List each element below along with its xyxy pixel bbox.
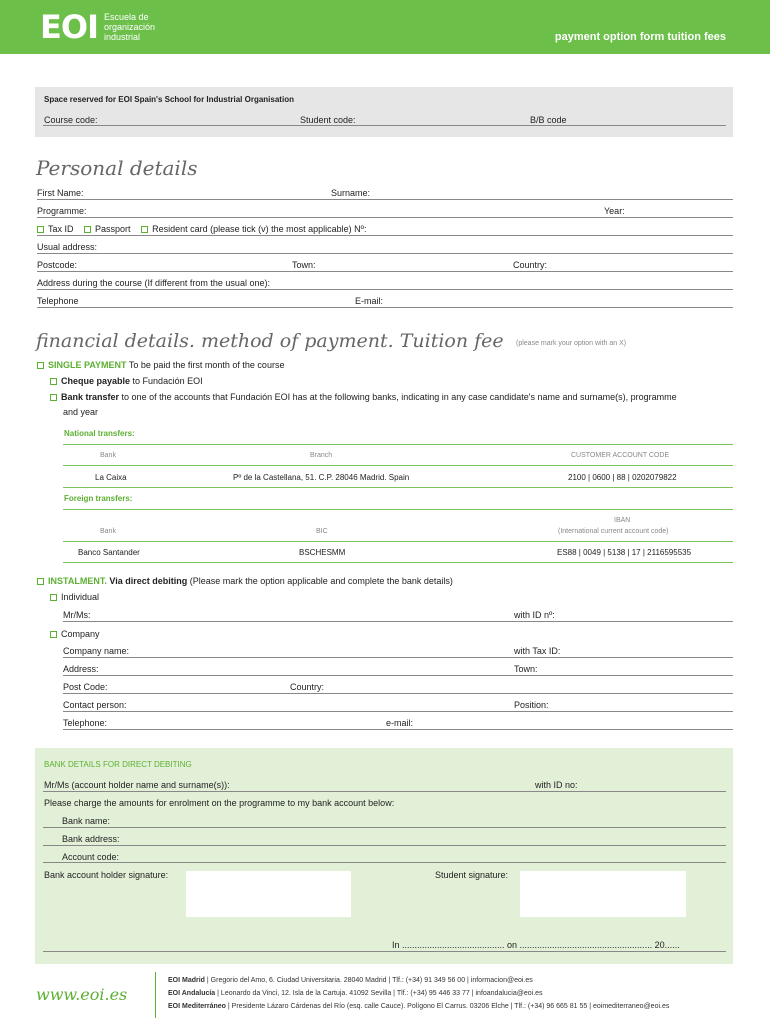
footer-divider <box>155 972 156 1018</box>
table-cell: Pº de la Castellana, 51. C.P. 28046 Madrid. Spain <box>233 473 410 482</box>
row-line <box>43 852 726 863</box>
address-field[interactable]: Usual address: <box>37 242 98 252</box>
checkbox-icon[interactable] <box>37 226 44 233</box>
account-code-field[interactable]: Account code: <box>62 852 120 862</box>
postcode-field[interactable]: Postcode: <box>37 260 78 270</box>
footer-line-mediterraneo <box>168 1003 669 1010</box>
company-country-field[interactable]: Country: <box>290 682 325 692</box>
footer-address: | Gregorio del Amo, 6. Ciudad Universitaria. 28040 Madrid | Tlf.: (+34) 91 349 56 00 | informacion@eoi.es <box>206 977 533 984</box>
row-line <box>63 664 733 676</box>
student-code-field[interactable]: Student code: <box>300 115 356 125</box>
reserved-line <box>43 115 726 126</box>
row-line <box>37 296 733 308</box>
programme-field[interactable]: Programme: <box>37 206 87 216</box>
id-type-row <box>37 224 366 234</box>
bank-address-field[interactable]: Bank address: <box>62 834 120 844</box>
footer-office: EOI Andalucía <box>168 990 216 997</box>
table-header: BIC <box>316 528 328 535</box>
footer-address: | Presidente Lázaro Cárdenas del Río (esq. calle Cauce). Polígono El Carrus. 03206 Elche | Tlf.: (+34) 96 665 81 55 | eoimediterraneo@eoi.es <box>227 1003 670 1010</box>
position-field[interactable]: Position: <box>514 700 549 710</box>
individual-label: Individual <box>61 592 100 602</box>
checkbox-icon[interactable] <box>50 378 57 385</box>
eoi-logo: EOI <box>40 8 98 46</box>
bb-code-field[interactable]: B/B code <box>530 115 567 125</box>
bank-name-field[interactable]: Bank name: <box>62 816 111 826</box>
checkbox-icon[interactable] <box>37 362 44 369</box>
course-code-field[interactable]: Course code: <box>44 115 98 125</box>
holder-id-field[interactable]: with ID no: <box>535 780 578 790</box>
tax-id-field[interactable]: with Tax ID: <box>514 646 561 656</box>
row-line <box>37 188 733 200</box>
single-payment-desc: To be paid the first month of the course <box>128 360 285 370</box>
logo-line: Escuela de <box>104 12 149 22</box>
table-cell: BSCHESMM <box>299 548 346 557</box>
table-rule <box>63 562 733 563</box>
table-rule <box>63 509 733 510</box>
company-row <box>50 629 100 639</box>
checkbox-icon[interactable] <box>50 394 57 401</box>
tax-id-label: Tax ID <box>48 224 74 234</box>
single-payment-label: SINGLE PAYMENT <box>48 360 127 370</box>
checkbox-icon[interactable] <box>50 631 57 638</box>
individual-row <box>50 592 99 602</box>
table-rule <box>63 487 733 488</box>
table-header: IBAN <box>614 517 631 524</box>
table-cell: La Caixa <box>95 473 127 482</box>
financial-note: (please mark your option with an X) <box>516 340 627 347</box>
logo-line: industrial <box>104 32 141 42</box>
instalment-bold: Via direct debiting <box>109 576 188 586</box>
year-field[interactable]: Year: <box>604 206 625 216</box>
first-name-field[interactable]: First Name: <box>37 188 84 198</box>
row-line <box>37 206 733 218</box>
table-rule <box>63 541 733 542</box>
cheque-desc: to Fundación EOI <box>132 376 203 386</box>
contact-field[interactable]: Contact person: <box>63 700 127 710</box>
transfer-desc-2: and year <box>63 407 99 417</box>
footer-address: | Leonardo da Vinci, 12. Isla de la Cartuja. 41092 Sevilla | Tlf.: (+34) 95 446 33 77 | infoandalucia@eoi.es <box>217 990 543 997</box>
checkbox-icon[interactable] <box>37 578 44 585</box>
foreign-heading: Foreign transfers: <box>64 494 133 503</box>
table-cell: Banco Santander <box>78 548 140 557</box>
table-rule <box>63 444 733 445</box>
company-telephone-field[interactable]: Telephone: <box>63 718 108 728</box>
cheque-label: Cheque payable <box>61 376 131 386</box>
id-field[interactable]: with ID nº: <box>514 610 555 620</box>
email-field[interactable]: E-mail: <box>355 296 384 306</box>
table-header: (International current account code) <box>558 528 669 535</box>
footer-office: EOI Madrid <box>168 977 205 984</box>
checkbox-icon[interactable] <box>84 226 91 233</box>
cheque-row <box>50 376 203 386</box>
town-field[interactable]: Town: <box>292 260 316 270</box>
place-date-field[interactable]: In ......................................... on ..................................................... 20...... <box>392 940 680 950</box>
country-field[interactable]: Country: <box>513 260 548 270</box>
logo-text <box>104 12 155 42</box>
website-link[interactable]: www.eoi.es <box>36 985 128 1004</box>
instalment-label: INSTALMENT. <box>48 576 107 586</box>
table-header: CUSTOMER ACCOUNT CODE <box>571 452 670 459</box>
row-line <box>63 610 733 622</box>
national-heading: National transfers: <box>64 429 135 438</box>
surname-field[interactable]: Surname: <box>331 188 371 198</box>
table-cell: ES88 | 0049 | 5138 | 17 | 2116595535 <box>557 548 692 557</box>
row-line <box>43 816 726 828</box>
resident-label: Resident card (please tick (v) the most applicable) Nº: <box>152 224 367 234</box>
holder-signature-label: Bank account holder signature: <box>44 870 169 880</box>
charge-text: Please charge the amounts for enrolment on the programme to my bank account below: <box>44 798 395 808</box>
footer-line-madrid <box>168 977 533 984</box>
company-address-field[interactable]: Address: <box>63 664 99 674</box>
row-line <box>43 834 726 846</box>
student-signature-box[interactable] <box>520 871 686 917</box>
company-email-field[interactable]: e-mail: <box>386 718 414 728</box>
holder-signature-box[interactable] <box>186 871 351 917</box>
mrms-field[interactable]: Mr/Ms: <box>63 610 91 620</box>
single-payment-row <box>37 360 284 370</box>
transfer-desc: to one of the accounts that Fundación EOI has at the following banks, indicating in any case candidate's name and surname(s), programme <box>121 392 677 402</box>
row-line <box>37 242 733 254</box>
row-line <box>63 700 733 712</box>
row-line <box>63 646 733 658</box>
company-name-field[interactable]: Company name: <box>63 646 130 656</box>
course-address-field[interactable]: Address during the course (If different from the usual one): <box>37 278 270 288</box>
financial-heading: financial details. method of payment. Tuition fee <box>36 330 504 352</box>
student-signature-label: Student signature: <box>435 870 509 880</box>
personal-heading: Personal details <box>36 156 198 180</box>
transfer-row <box>50 392 740 402</box>
checkbox-icon[interactable] <box>141 226 148 233</box>
company-postcode-field[interactable]: Post Code: <box>63 682 108 692</box>
row-line <box>63 682 733 694</box>
form-title: payment option form tuition fees <box>554 31 726 43</box>
row-line <box>37 260 733 272</box>
table-cell: 2100 | 0600 | 88 | 0202079822 <box>568 473 677 482</box>
transfer-label: Bank transfer <box>61 392 120 402</box>
checkbox-icon[interactable] <box>50 594 57 601</box>
footer-office: EOI Mediterráneo <box>168 1003 226 1010</box>
table-header: Bank <box>100 452 116 459</box>
holder-field[interactable]: Mr/Ms (account holder name and surname(s)): <box>44 780 230 790</box>
instalment-desc: (Please mark the option applicable and complete the bank details) <box>189 576 453 586</box>
table-header: Branch <box>310 452 333 459</box>
logo-line: organización <box>104 22 156 32</box>
telephone-field[interactable]: Telephone <box>37 296 79 306</box>
table-rule <box>63 465 733 466</box>
bank-title: BANK DETAILS FOR DIRECT DEBITING <box>44 760 192 769</box>
company-town-field[interactable]: Town: <box>514 664 538 674</box>
instalment-row <box>37 576 453 586</box>
reserved-title: Space reserved for EOI Spain's School for Industrial Organisation <box>44 95 294 104</box>
table-header: Bank <box>100 528 116 535</box>
passport-label: Passport <box>95 224 131 234</box>
company-label: Company <box>61 629 100 639</box>
footer-line-andalucia <box>168 990 543 997</box>
